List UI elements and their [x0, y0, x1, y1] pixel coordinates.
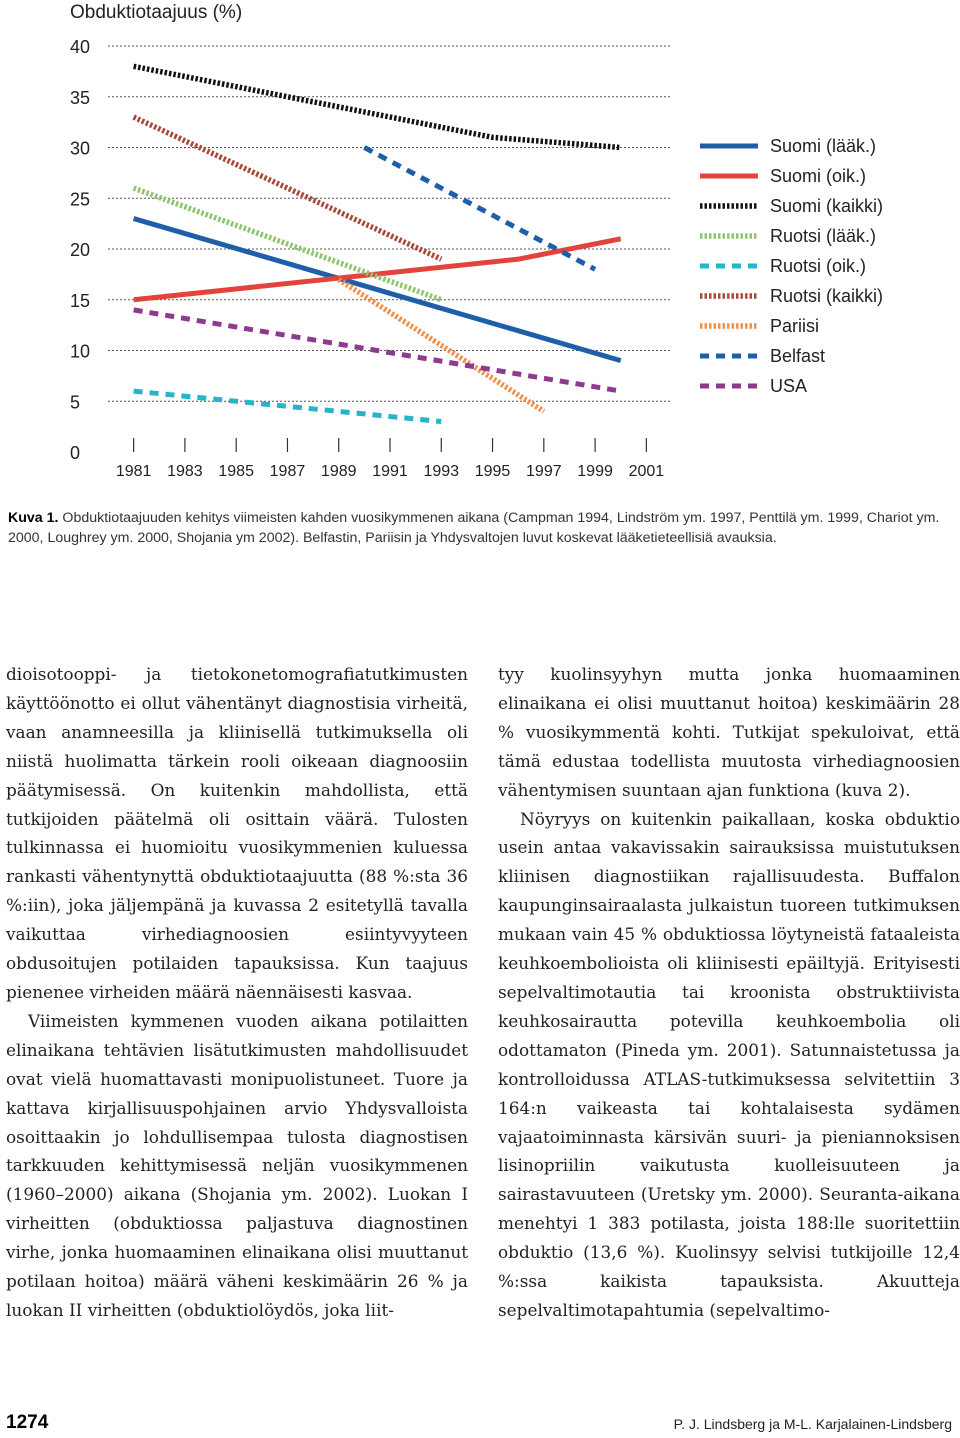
series-line [134, 66, 621, 147]
x-tick-label: 1995 [474, 463, 511, 480]
x-tick-label: 1981 [115, 463, 152, 480]
y-tick-label: 35 [70, 87, 91, 108]
x-tick-label: 1997 [526, 463, 562, 480]
legend-label: Suomi (kaikki) [770, 196, 884, 216]
legend-label: Belfast [770, 346, 826, 366]
y-tick-label: 10 [70, 341, 91, 362]
caption-text: Obduktiotaajuuden kehitys viimeisten kahden vuosikymmenen aikana (Campman 1994, Lindström ym. 1997, Penttilä ym. 1999, Chariot ym. 2000, Loughrey ym. 2000, Shojania ym 2002). Belfastin, Pariisin ja Yhdysvaltojen luvut koskevat lääketieteellisiä avauksia. [8, 510, 940, 546]
y-tick-label: 5 [70, 392, 81, 413]
y-tick-label: 15 [70, 290, 91, 311]
line-chart [0, 0, 960, 490]
series-line [134, 391, 442, 421]
page-number: 1274 [6, 1412, 49, 1433]
legend-label: Suomi (oik.) [770, 166, 867, 186]
x-tick-label: 1993 [423, 463, 460, 480]
legend-label: Ruotsi (oik.) [770, 256, 867, 276]
legend [700, 136, 883, 396]
page-footer [0, 1412, 960, 1436]
caption-label: Kuva 1. [8, 510, 59, 526]
legend-label: Suomi (lääk.) [770, 136, 877, 156]
y-tick-label: 30 [70, 138, 91, 159]
body-column-left [6, 660, 468, 1325]
legend-label: Pariisi [770, 316, 820, 336]
paragraph: tyy kuolinsyyhyn mutta jonka huomaaminen elinaikana ei olisi muuttanut hoitoa) keskimäärin 28 % vuosikymmentä kohti. Tutkijat spekuloivat, että tämä edustaa todellista muutosta virhediagnoosien vähentymisen suuntaan ajan funktiona (kuva 2). [498, 664, 960, 800]
paragraph: Viimeisten kymmenen vuoden aikana potilaitten elinaikana tehtävien lisätutkimusten mahdollisuudet ovat vielä huomattavasti monipuolistuneet. Tuore ja kattava kirjallisuuspohjainen arvio Yhdysvalloista osoittaakin jo lohdullisempaa tulosta diagnostisen tarkkuuden kehittymisessä neljän vuosikymmenen (1960–2000) aikana (Shojania ym. 2002). Luokan I virheitten (obduktiossa paljastuva diagnostinen virhe, jonka huomaaminen elinaikana olisi muuttanut potilaan hoitoa) määrä väheni keskimäärin 26 % ja luokan II virheitten (obduktiolöydös, joka liit- [6, 1010, 468, 1320]
running-authors: P. J. Lindsberg ja M-L. Karjalainen-Lindsberg [673, 1416, 952, 1432]
x-tick-label: 1991 [372, 463, 408, 480]
x-tick-label: 1985 [218, 463, 254, 480]
series-lines [134, 66, 621, 421]
body-column-right [498, 660, 960, 1325]
x-axis-ticks [116, 438, 664, 480]
legend-label: Ruotsi (kaikki) [770, 286, 884, 306]
paragraph: dioisotooppi- ja tietokonetomografiatutkimusten käyttöönotto ei ollut vähentänyt diagnostisia virheitä, vaan anamneesilla ja kliinisellä tutkimuksella oli niistä huolimatta tärkein rooli oikeaan diagnoosiin päätymisessä. On kuitenkin mahdollista, että tutkijoiden päätelmä oli osittain väärä. Tulosten tulkinnassa ei huomioitu vuosikymmenien kuluessa rankasti vähentynyttä obduktiotaajuutta (88 %:sta 36 %:iin), joka jäljempänä ja kuvassa 2 esitetyllä tavalla vaikuttaa virhediagnoosien esiintyvyyteen obdusoitujen potilaiden tapauksissa. Kun taajuus pienenee virheiden määrä näennäisesti kasvaa. [6, 664, 468, 1002]
grid [108, 46, 672, 401]
series-line [134, 310, 621, 391]
y-tick-label: 25 [70, 189, 91, 210]
y-tick-label: 40 [70, 37, 91, 57]
figure-caption [8, 508, 956, 548]
x-tick-label: 1983 [167, 463, 203, 480]
series-line [339, 279, 544, 411]
y-tick-label: 20 [70, 240, 91, 260]
paragraph: Nöyryys on kuitenkin paikallaan, koska obduktio usein antaa vakavissakin sairauksissa muistutuksen kliinisen diagnostiikan rajallisuudesta. Buffalon kaupunginsairaalasta julkaistun tuoreen tutkimuksen mukaan vain 45 % obduktiossa löytyneistä fataaleista keuhkoembolioista oli kliinisesti epäiltyjä. Erityisesti sepelvaltimotautia tai kroonista obstruktiivista keuhkosairautta potevilla keuhkoembolia oli odottamaton (Pineda ym. 2001). Satunnaistetussa ja kontrolloidussa ATLAS-tutkimuksessa selvitettiin 3 164:n vaikeasta tai kohtalaisesta sydämen vajaatoiminnasta kärsivän suuri- ja pieniannoksisen lisinopriilin vaikutusta kuolleisuuteen ja sairastavuuteen (Uretsky ym. 2000). Seuranta-aikana menehtyi 1 383 potilasta, joista 188:lle suoritettiin obduktio (13,6 %). Kuolinsyy selvisi tutkijoille 12,4 %:ssa kaikista tapauksista. Akuutteja sepelvaltimotapahtumia (sepelvaltimo- [498, 808, 960, 1320]
y-axis-ticks [70, 37, 90, 463]
y-tick-label: 0 [70, 443, 81, 463]
chart-title: Obduktiotaajuus (%) [70, 2, 243, 23]
x-tick-label: 1989 [320, 463, 357, 480]
legend-label: USA [770, 376, 808, 396]
series-line [134, 117, 442, 259]
x-tick-label: 1987 [269, 463, 306, 480]
x-tick-label: 1999 [577, 463, 613, 480]
legend-label: Ruotsi (lääk.) [770, 226, 877, 246]
x-tick-label: 2001 [628, 463, 665, 480]
